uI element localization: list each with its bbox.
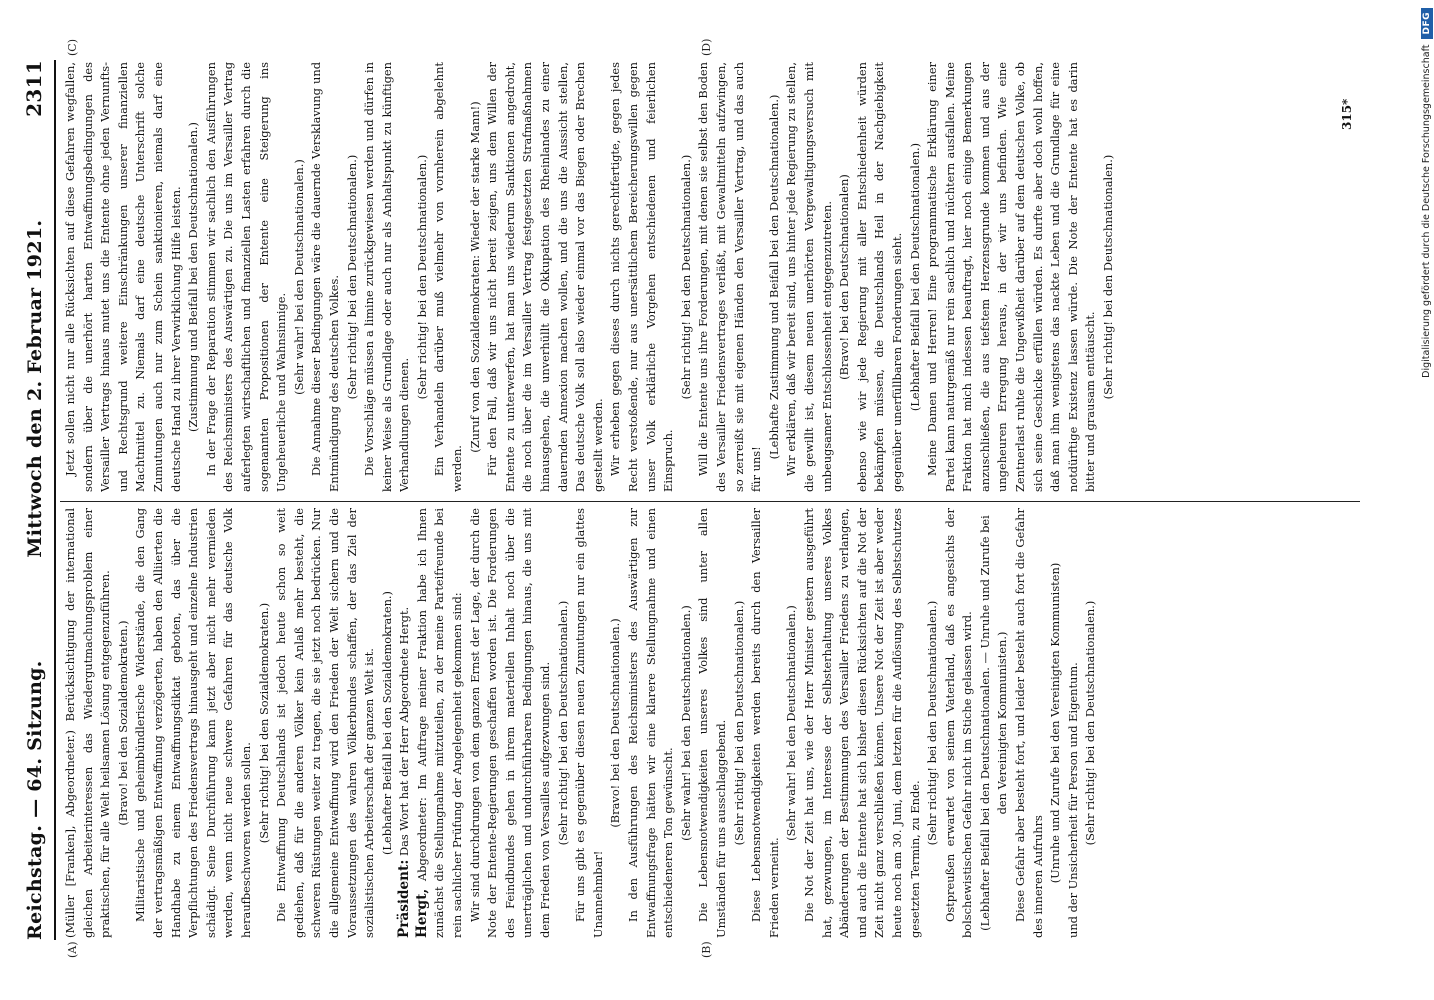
page-header [22, 60, 52, 940]
interjection: (Zustimmung und Beifall bei den Deutschnationalen.) [186, 122, 201, 432]
signature-mark: 315* [1340, 98, 1354, 130]
header-rule [54, 60, 56, 940]
interjection: (Sehr richtig! bei den Deutschnationalen.) [1083, 600, 1098, 846]
speaker-name: Hergt, [413, 888, 430, 938]
interjection: (Sehr richtig! bei den Deutschnationalen.) [555, 600, 570, 846]
interjection: (Sehr richtig! bei den Deutschnationalen.) [731, 600, 746, 846]
paragraph: Meine Damen und Herren! Eine programmatische Erklärung einer Partei kann naturgemäß nur rein sachlich und nüchtern ausfallen. Meine Fraktion hat mich indessen beauftragt, hier noch einige Bemerkungen anzuschließen, die aus tiefstem Herzensgrunde kommen und aus der ungeheuren Erregung heraus, in der wir uns befinden. Wie eine Zentnerlast ruhte die Ungewißheit darüber auf dem deutschen Volke, ob sich seine Geschicke erfüllen würden. Es durfte aber doch wohl hoffen, daß man ihm wenigstens das nackte Leben und die Grundlage für eine notdürftige Existenz lassen würde. Die Note der Entente hat es darin bitter und grausam enttäuscht. [925, 62, 1098, 492]
page-number: 2311 [22, 60, 46, 117]
interjection: (Sehr richtig! bei den Deutschnationalen.) [925, 600, 940, 846]
margin-marker-d: (D) [700, 38, 713, 56]
interjection: (Sehr wahr! bei den Deutschnationalen.) [291, 159, 306, 395]
interjection: (Bravo! bei den Deutschnationalen) [837, 174, 852, 380]
interjection: (Unruhe und Zurufe bei den Vereinigten Kommunisten) [1048, 562, 1063, 884]
interjection: (Bravo! bei den Sozialdemokraten.) [115, 620, 130, 826]
header-date: Mittwoch den 2. Februar 1921. [24, 219, 46, 558]
paragraph: Die Not der Zeit hat uns, wie der Herr Minister gestern ausgeführt hat, gezwungen, im Interesse der Selbsterhaltung unseres Volkes Abänderungen der Bestimmungen des Versailler Friedens zu verlangen, und auch die Entente hat sich bisher diesen Rücksichten auf die Not der Zeit nicht ganz verschließen können. Unsere Not der Zeit ist aber weder heute noch am 30. Juni, dem letzten für die Auflösung des Selbstschutzes gesetzten Termin, zu Ende. [801, 508, 922, 938]
interjection: (Lebhafter Beifall bei den Sozialdemokraten.) [379, 591, 394, 856]
paragraph: Will die Entente uns ihre Forderungen, mit denen sie selbst den Boden des Versailler Friedensvertrages verläßt, mit Gewaltmitteln aufzwingen, so zerreißt sie mit eigenen Händen den Versailler Vertrag, und das auch für uns! [696, 62, 764, 492]
interjection: (Sehr richtig! bei den Deutschnationalen.) [1101, 154, 1116, 400]
paragraph: Wir sind durchdrungen von dem ganzen Ernst der Lage, der durch die Note der Entente-Regierungen geschaffen worden ist. Die Forderungen des Feindbundes gehen in ihrem materiellen Inhalt noch über die unerträglichen und undurchführbaren Bedingungen hinaus, die uns mit dem Frieden von Versailles aufgezwungen sind. [467, 508, 553, 938]
paragraph: Für uns gibt es gegenüber diesen neuen Zumutungen nur ein glattes Unannehmbar! [573, 508, 605, 938]
interjection: (Lebhafter Beifall bei den Deutschnationalen. — Unruhe und Zurufe bei den Vereinigten Kommunisten.) [977, 515, 1010, 931]
left-column [62, 508, 1362, 938]
paragraph: Diese Gefahr aber besteht fort, und leider besteht auch fort die Gefahr des inneren Aufruhrs [1013, 508, 1045, 938]
paragraph: Jetzt sollen nicht nur alle Rücksichten auf diese Gefahren wegfallen, sondern über die unerhört harten Entwaffnungsbedingungen des Versailler Vertrags hinaus mutet uns die Entente ohne jeden Vernunfts- und Rechtsgrund weitere Einschränkungen unserer finanziellen Machtmittel zu. Niemals darf eine deutsche Unterschrift solche Zumutungen auch nur zum Schein sanktionieren, niemals darf eine deutsche Hand zu ihrer Verwirklichung Hilfe leisten. [63, 62, 183, 492]
paragraph: In den Ausführungen des Reichsministers des Auswärtigen zur Entwaffnungsfrage hätten wir eine klarere Stellungnahme und einen entschiedeneren Ton gewünscht. [626, 508, 676, 938]
paragraph: Die Entwaffnung Deutschlands ist jedoch heute schon so weit gediehen, daß für die anderen Völker kein Anlaß mehr besteht, die schweren Rüstungen weiter zu tragen, die sie jetzt noch bedrücken. Nur die allgemeine Entwaffnung wird den Frieden der Welt sichern und die Voraussetzungen des wahren Völkerbundes schaffen, der das Ziel der sozialistischen Arbeiterschaft der ganzen Welt ist. [274, 508, 377, 938]
margin-marker-c: (C) [66, 39, 79, 56]
paragraph: Die Annahme dieser Bedingungen wäre die dauernde Versklavung und Entmündigung des deutschen Volkes. [309, 62, 341, 492]
paragraph: Für den Fall, daß wir uns nicht bereit zeigen, uns dem Willen der Entente zu unterwerfen, hat man uns wiederum Sanktionen angedroht, die noch über die im Versailler Vertrag festgesetzten Strafmaßnahmen hinausgehen, die unverhüllt die Okkupation des Rheinlandes zu einer dauernden Annexion machen wollen, und die uns die Aussicht stellen, Das deutsche Volk soll also wieder einmal vor das Biegen oder Brechen gestellt werden. [485, 62, 605, 492]
paragraph: Wir erheben gegen dieses durch nichts gerechtfertigte, gegen jedes Recht verstoßende, nur aus unersättlichem Bereicherungswillen gegen unser Volk erklärliche Vorgehen entschiedenen und feierlichen Einspruch. [608, 62, 676, 492]
paragraph: Militaristische und geheimbündlerische Widerstände, die den Gang der vertragsmäßigen Entwaffnung verzögerten, haben den Alliierten die Handhabe zu einem Entwaffnungsdiktat geboten, das über die Verpflichtungen des Friedensvertrags hinausgeht und einzelne Industrien schädigt. Seine Durchführung kann jetzt aber nicht mehr vermieden werden, wenn nicht neue schwere Gefahren für das deutsche Volk heraufbeschworen werden sollen. [133, 508, 253, 938]
paragraph: Ostpreußen erwartet von seinem Vaterland, daß es angesichts der bolschewistischen Gefahr nicht im Stiche gelassen wird. [942, 508, 975, 938]
interjection: (Sehr richtig! bei den Deutschnationalen.) [344, 154, 359, 400]
interjection: (Sehr richtig! bei den Deutschnationalen.) [414, 154, 429, 400]
paragraph: Ein Verhandeln darüber muß vielmehr von vornherein abgelehnt werden. [432, 62, 465, 492]
interjection: (Sehr wahr! bei den Deutschnationalen.) [784, 605, 799, 841]
paragraph: Wir erklären, daß wir bereit sind, uns hinter jede Regierung zu stellen, die gewillt ist, diesem neuen unerhörten Vergewaltigungsversuch mit unbeugsamer Entschlossenheit entgegenzutreten. [784, 62, 834, 492]
margin-marker-a: (A) [66, 941, 79, 958]
paragraph: Präsident: Das Wort hat der Herr Abgeordnete Hergt. [396, 606, 413, 938]
margin-marker-b: (B) [700, 941, 713, 958]
interjection: (Lebhafter Beifall bei den Deutschnationalen.) [907, 142, 922, 412]
paragraph: In der Frage der Reparation stimmen wir sachlich den Ausführungen des Reichsministers des Auswärtigen zu. Die uns im Versailler Vertrag auferlegten wirtschaftlichen und finanziellen Lasten erfahren durch die sogenannten Propositionen der Entente eine Steigerung ins Ungeheuerliche und Wahnsinnige. [203, 62, 289, 492]
interjection: (Sehr wahr! bei den Deutschnationalen.) [678, 605, 693, 841]
digitization-text: Digitalisierung gefördert durch die Deutsche Forschungsgemeinschaft [1421, 44, 1432, 378]
speaker-name: Präsident: [396, 859, 413, 938]
header-session: Reichstag. — 64. Sitzung. [24, 660, 46, 940]
interjection: (Sehr richtig! bei den Sozialdemokraten.) [256, 602, 271, 844]
right-column [62, 62, 1362, 492]
interjection: (Sehr richtig! bei den Deutschnationalen.) [678, 154, 693, 400]
interjection: (Lebhafte Zustimmung und Beifall bei den Deutschnationalen.) [766, 94, 781, 460]
dfg-logo: DFG [1421, 8, 1433, 39]
paragraph: Hergt, Abgeordneter: Im Auftrage meiner Fraktion habe ich Ihnen zunächst die Stellungnahme mitzuteilen, zu der meine Parteifreunde bei rein sachlicher Prüfung der Angelegenheit gekommen sind: [413, 508, 465, 938]
paragraph: ebenso wie wir jede Regierung mit aller Entschiedenheit würden bekämpfen müssen, die Deutschlands Heil in der Nachgiebigkeit gegenüber unerfüllbaren Forderungen sieht. [854, 62, 904, 492]
paragraph: Diese Lebensnotwendigkeiten werden bereits durch den Versailler Frieden verneint. [749, 508, 781, 938]
paragraph: Die Vorschläge müssen a limine zurückgewiesen werden und dürfen in keiner Weise als Grundlage oder auch nur als Anhaltspunkt zu künftigen Verhandlungen dienen. [362, 62, 412, 492]
interjection: (Bravo! bei den Deutschnationalen.) [608, 618, 623, 828]
paragraph: und der Unsicherheit für Person und Eigentum. [1065, 662, 1080, 938]
digitization-side-note [1403, 0, 1434, 1000]
interjection: (Zuruf von den Sozialdemokraten: Wieder der starke Mann!) [467, 101, 482, 453]
speaker-continuation: (Müller [Franken], Abgeordneter.) [63, 730, 77, 938]
column-divider [60, 501, 1360, 502]
paragraph: Die Lebensnotwendigkeiten unseres Volkes sind unter allen Umständen für uns ausschlaggebend. [696, 508, 728, 938]
paragraph: (Müller [Franken], Abgeordneter.) Berücksichtigung der international gleichen Arbeiterinteressen das Wiedergutmachungsproblem einer praktischen, für alle Welt heilsamen Lösung entgegenzuführen. [63, 508, 113, 938]
